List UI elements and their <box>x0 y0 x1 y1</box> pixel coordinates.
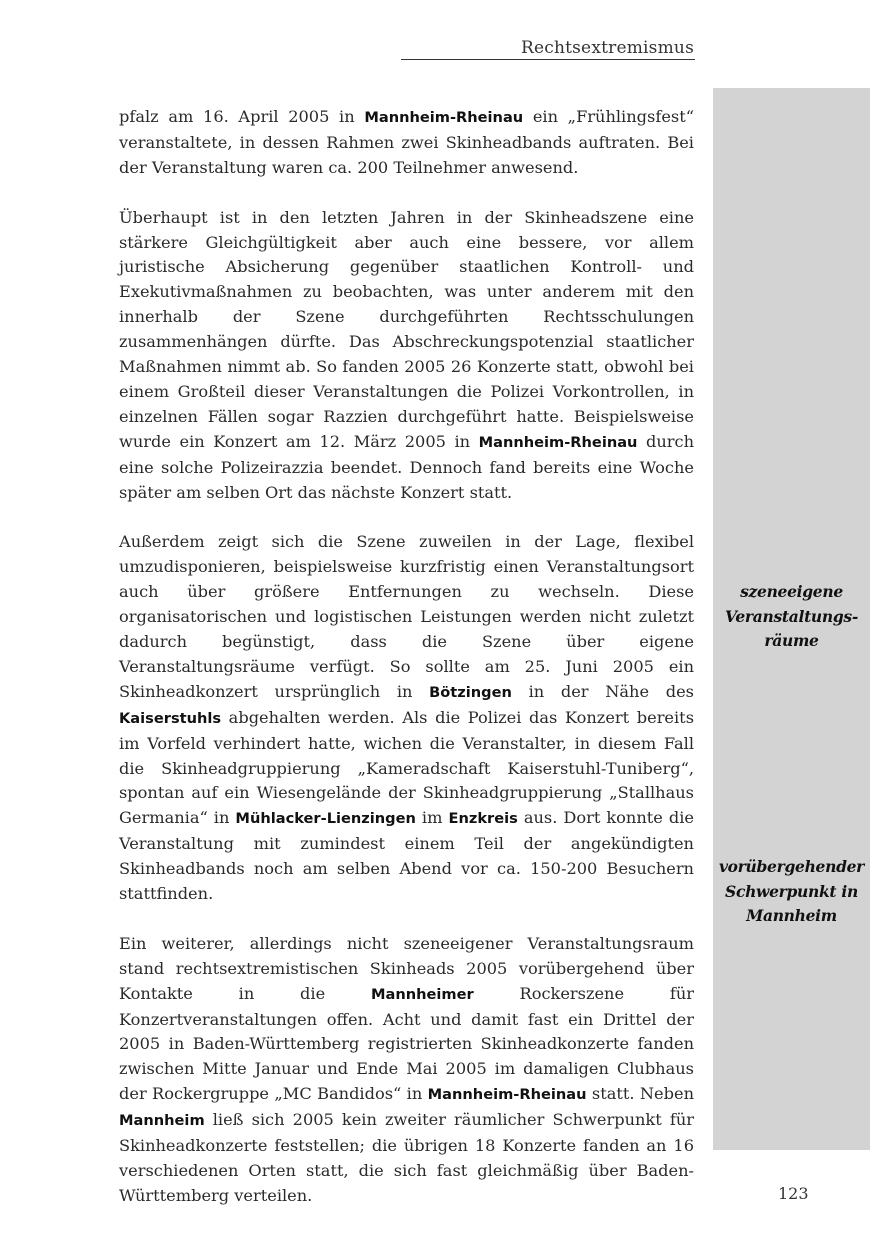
text-run: im <box>415 808 449 828</box>
place-name: Mannheim-Rheinau <box>364 109 524 126</box>
margin-note-line: Mannheim <box>746 906 837 925</box>
text-run: Rockerszene für Konzertveranstaltungen offen. Acht und damit fast ein Drittel der 2005 in Baden-Württemberg registrierten Skinheadkonzerte fanden zwischen Mitte Januar und Ende Mai 2005 im damaligen Clubhaus der Rockergruppe „MC Bandidos“ in <box>119 983 694 1104</box>
text-run: pfalz am 16. April 2005 in <box>119 107 365 126</box>
running-header: Rechtsextremismus <box>520 38 694 58</box>
text-run: aus. Dort konnte die Veranstaltung mit zumindest einem Teil der angekündigten Skinheadbands noch am selben Abend vor ca. 150-200 Besuchern stattfinden. <box>119 808 694 904</box>
paragraph <box>119 932 694 1209</box>
place-name: Kaiserstuhls <box>119 709 222 727</box>
text-run: in der Nähe des <box>511 681 694 701</box>
text-run: Außerdem zeigt sich die Szene zuweilen in der Lage, flexibel umzudisponieren, beispielsweise kurzfristig einen Veranstaltungsort auch über größere Entfernungen zu wechseln. Diese organisatorischen und logistischen Leistungen werden nicht zuletzt dadurch begünstigt, dass die Szene über eigene Veranstaltungsräume verfügt. So sollte am 25. Juni 2005 ein Skinheadkonzert ursprünglich in <box>119 532 694 701</box>
margin-note-line: vorübergehender <box>718 857 865 876</box>
margin-notes-column <box>713 88 870 1150</box>
text-run: Überhaupt ist in den letzten Jahren in der Skinheadszene eine stärkere Gleichgültigkeit aber auch eine bessere, vor allem juristische Absicherung gegenüber staatlichen Kontroll- und Exekutivmaßnahmen zu beobachten, was unter anderem mit den innerhalb der Szene durchgeführten Rechtsschulungen zusammenhängen dürfte. Das Abschreckungspotenzial staatlicher Maßnahmen nimmt ab. So fanden 2005 26 Konzerte statt, obwohl bei einem Großteil dieser Veranstaltungen die Polizei Vorkontrollen, in einzelnen Fällen sogar Razzien durchgeführt hatte. Beispielsweise wurde ein Konzert am 12. März 2005 in <box>119 207 694 451</box>
text-run: durch eine solche Polizeirazzia beendet. Dennoch fand bereits eine Woche später am selben Ort das nächste Konzert statt. <box>119 431 694 502</box>
paragraph <box>119 206 694 506</box>
page-number: 123 <box>778 1184 809 1203</box>
margin-note <box>713 580 870 654</box>
place-name: Bötzingen <box>429 683 512 701</box>
text-run: statt. Neben <box>586 1084 694 1104</box>
text-run: abgehalten werden. Als die Polizei das Konzert bereits im Vorfeld verhindert hatte, wichen die Veranstalter, in diesem Fall die Skinheadgruppierung „Kameradschaft Kaiserstuhl-Tuniberg“, spontan auf ein Wiesengelände der Skinheadgruppierung „Stallhaus Germania“ in <box>119 707 694 828</box>
paragraph <box>119 105 694 181</box>
body-text <box>119 105 694 1234</box>
place-name: Mannheim-Rheinau <box>478 433 638 451</box>
margin-note <box>713 855 870 929</box>
place-name: Mannheim-Rheinau <box>427 1086 587 1104</box>
text-run: ließ sich 2005 kein zweiter räumlicher Schwerpunkt für Skinheadkonzerte feststellen; die übrigen 18 Konzerte fanden an 16 verschiedenen Orten statt, die sich fast gleichmäßig über Baden-Württemberg verteilen. <box>119 1110 694 1205</box>
text-run: ein „Frühlingsfest“ veranstaltete, in dessen Rahmen zwei Skinheadbands auftraten. Bei der Veranstaltung waren ca. 200 Teilnehmer anwesend. <box>119 107 694 177</box>
place-name: Mannheim <box>119 1112 205 1130</box>
place-name: Mannheimer <box>370 985 474 1003</box>
place-name: Enzkreis <box>448 810 518 828</box>
text-run: Ein weiterer, allerdings nicht szeneeigener Veranstaltungsraum stand rechtsextremistischen Skinheads 2005 vorübergehend über Kontakte in die <box>119 933 694 1003</box>
margin-note-line: Schwerpunkt in <box>725 881 858 901</box>
place-name: Mühlacker-Lienzingen <box>235 810 416 828</box>
paragraph <box>119 530 694 907</box>
margin-note-line: räume <box>764 631 819 650</box>
header-rule <box>401 59 695 60</box>
margin-note-line: Veranstaltungs- <box>725 606 858 626</box>
margin-note-line: szeneeigene <box>740 582 843 601</box>
